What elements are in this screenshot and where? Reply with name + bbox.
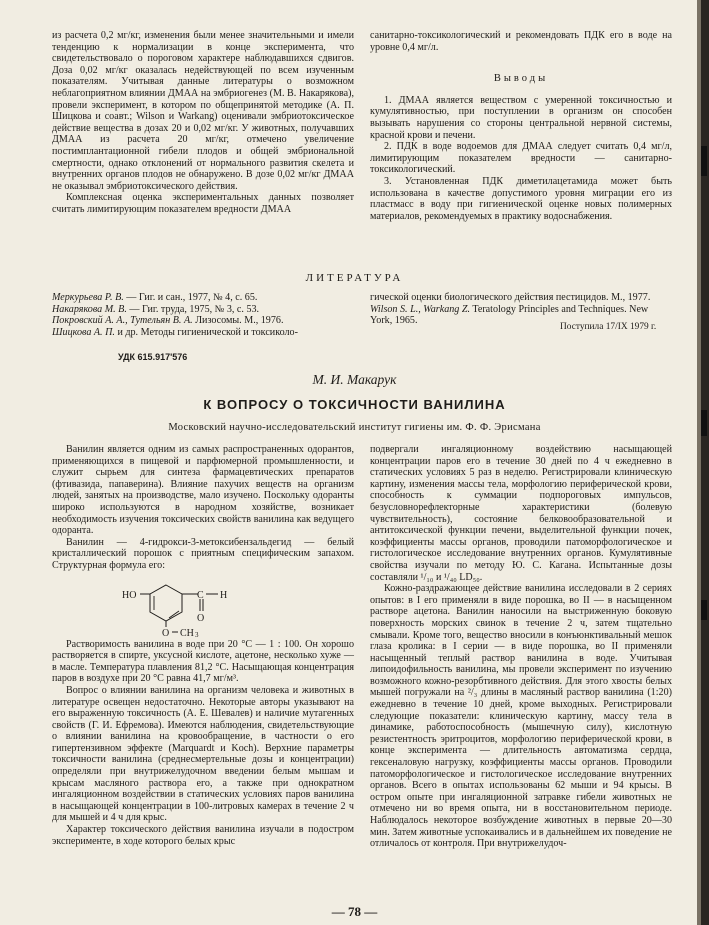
reference [52, 292, 354, 304]
ho-label: HO [122, 589, 137, 601]
methyl-label: CH [180, 627, 194, 637]
methyl-subscript: 3 [195, 630, 199, 637]
conclusions-heading: Выводы [493, 73, 549, 85]
paragraph: Кожно-раздражающее действие ванилина исследовали в 2 сериях опытов: в I его применяли в виде порошка, во II — в насыщенном растворе ацетона. Ванилин наносили на выстриженную боковую поверхность морских свинок в течение 2 ч, затем тщательно смывали. Кроме того, вещество вносили в конъюнктивальный мешок глаза кролика: в I серии — в виде порошка, во II применяли насыщенный теплый раствор ванилина в воде. Учитывая липоидофильность ванилина, мы провели эксперимент по изучению возможного кожно-резорбтивного действия. Для этого хвосты белых мышей погружали на ²/₃ длины в масляный раствор ванилина (1:20) ежедневно в течение 10 дней, кроме выходных. Регистрировали следующие показатели: клиническую картину, массу тела в динамике, работоспособность (мышечную силу), кислотную резистентность эритроцитов, морфологию периферической крови, в конце эксперимента — длительность автоматизма сердца, гексеналовую нагрузку, коэффициенты массы органов. Проводили патоморфологическое и гистологическое исследование внутренних органов. Всего в опытах использованы 62 мыши и 94 крысы. В остром опыте при ингаляционной затравке гибели животных не отмечено ни во время опыта, ни в восстановительном периоде. Наблюдалось некоторое возбуждение животных в первые 20—30 мин. Затем животные успокаивались и в дальнейшем их поведение не отличалось от контроля. При внутрижелудоч- [370, 583, 672, 850]
references-left [52, 292, 354, 338]
top-left-column [52, 30, 354, 216]
reference [52, 304, 354, 316]
page-edge [701, 0, 709, 925]
conclusion-item: 2. ПДК в воде водоемов для ДМАА следует считать 0,4 мг/л, лимитирующим показателем вредности — санитарно-токсикологический. [370, 141, 672, 176]
reference-text: — Гиг. и сан., 1977, № 4, с. 65. [123, 292, 258, 303]
reference-text: и др. Методы гигиенической и токсиколо- [114, 326, 298, 338]
top-right-column [370, 30, 672, 222]
paragraph: Ванилин является одним из самых распространенных одорантов, применяющихся в пищевой и парфюмерной промышленности, и служит сырьем для синтеза фармацевтических препаратов (фтивазида, папаверина). Влияние пахучих веществ на организм людей, занятых на производстве, мало изучено. Поскольку одоранты широко используются в народном хозяйстве, возникает необходимость изучения токсических свойств ванилина как ведущего одоранта. [52, 444, 354, 537]
hydrogen-label: H [220, 589, 228, 601]
paragraph: санитарно-токсикологический и рекомендовать ПДК его в воде на уровне 0,4 мг/л. [370, 30, 672, 53]
reference [370, 292, 672, 304]
reference-author: Wilson S. L., Warkang Z. [370, 303, 471, 315]
reference-author: Накарякова М. В. [52, 303, 127, 315]
received-date: Поступила 17/IX 1979 г. [560, 322, 657, 332]
reference-text: Лизосомы. М., 1976. [192, 315, 284, 327]
carbon-label: C [197, 589, 204, 601]
article-right-column [370, 444, 672, 850]
article-title: К ВОПРОСУ О ТОКСИЧНОСТИ ВАНИЛИНА [203, 397, 506, 412]
paragraph: Вопрос о влиянии ванилина на организм человека и животных в литературе освещен недостаточно. Некоторые авторы указывают на его выраженную токсичность (А. Е. Шевалев) и наличие мутагенных свойств (Г. И. Ефремова). Имеются наблюдения, свидетельствующие о влиянии ванилина на кровообращение, в частности о его гипертензивном эффекте (Marquardt и Koch). Верхние параметры токсичности ванилина (среднесмертельные дозы и концентрации) определяли при внутрижелудочном введении белым мышам и крысам масляного раствора его, а также при однократном ингаляционном воздействии в статических условиях паров ванилина в насыщающей концентрации в 100-литровых камерах в течение 2 ч для мышей и 4 ч для крыс. [52, 684, 354, 824]
margin-mark [701, 410, 707, 436]
reference-text: Teratology Principles and Techniques. New York, 1965. [370, 303, 649, 327]
reference [52, 315, 354, 327]
paragraph: Растворимость ванилина в воде при 20 °С — 1 : 100. Он хорошо растворяется в спирте, уксусной кислоте, ацетоне, несколько хуже — в масле. Температура плавления 81,2 °С. Насыщающая концентрация паров в воздухе при 20 °С равна 41,7 мг/м³. [52, 638, 354, 685]
margin-mark [701, 146, 707, 176]
reference-author: Шицкова А. П. [52, 326, 115, 338]
reference-text: — Гиг. труда, 1975, № 3, с. 53. [126, 303, 260, 315]
reference-text: гической оценки биологического действия пестицидов. М., 1977. [370, 292, 651, 303]
article-author: М. И. Макарук [312, 372, 397, 387]
udc-code: УДК 615.917'576 [118, 352, 188, 362]
reference [52, 327, 354, 339]
structural-formula [52, 575, 354, 637]
literature-heading: ЛИТЕРАТУРА [305, 272, 404, 284]
reference-author: Меркурьева Р. В. [52, 292, 124, 303]
article-left-column [52, 444, 354, 847]
page-number: — 78 — [331, 904, 378, 919]
reference-author: Покровский А. А., Тутельян В. А. [52, 315, 193, 327]
paragraph: Характер токсического действия ванилина изучали в подостром эксперименте, в ходе которого белых крыс [52, 824, 354, 847]
conclusion-item: 1. ДМАА является веществом с умеренной токсичностью и кумулятивностью, при поступлении в организм он способен вызывать нарушения со стороны центральной нервной системы, красной крови и печени. [370, 94, 672, 141]
paragraph: подвергали ингаляционному воздействию насыщающей концентрации паров его в течение 30 дней по 4 ч ежедневно в статических условиях 5 раз в неделю. Регистрировали клиническую картину, изменения массы тела, морфологию периферической крови, способность к суммации подпороговых импульсов, безусловнорефлекторные характеристики (болевую чувствительность), состояние белковообразовательной и антитоксической функции печени, выделительной функции почек, коэффициенты массы органов, проводили патоморфологическое и гистологическое исследование внутренних органов. Кумулятивные свойства изучали по методу Ю. С. Кагана. Испытанные дозы составляли ¹/₁₀ и ¹/₄₀ LD₅₀. [370, 444, 672, 583]
margin-mark [701, 600, 707, 620]
paragraph: из расчета 0,2 мг/кг, изменения были менее значительными и имели тенденцию к нормализации в конце эксперимента, что свидетельствовало о пороговом характере наблюдавшихся сдвигов. Доза 0,02 мг/кг оказалась недействующей по всем изученным показателям. Учитывая данные литературы о возможном неблагоприятном влиянии ДМАА на эмбриогенез (М. В. Накарякова), провели эксперимент, в котором по общепринятой методике (А. П. Шицкова и соавт.; Wilson и Warkang) оценивали эмбриотоксическое действие вещества в дозах 20 и 0,02 мг/кг. У животных, получавших ДМАА из расчета 20 мг/кг, отмечено увеличение постимплантационной гибели плодов и общей эмбриональной смертности, однако отклонений от нормального развития скелета и внутренних органов плодов не обнаружено. В дозе 0,02 мг/кг ДМАА не оказывал эмбриотоксического действия. [52, 30, 354, 192]
methoxy-oxygen-label: O [162, 627, 170, 637]
institute-affiliation: Московский научно-исследовательский институт гигиены им. Ф. Ф. Эрисмана [168, 422, 541, 433]
vanillin-structure [122, 575, 262, 637]
conclusion-item: 3. Установленная ПДК диметилацетамида может быть использована в качестве допустимого уровня миграции его из пластмасс в воду при гигиенической оценке новых полимерных материалов, рекомендуемых в практику водоснабжения. [370, 175, 672, 222]
carbonyl-oxygen-label: O [197, 612, 205, 624]
paragraph: Ванилин — 4-гидрокси-3-метоксибензальдегид — белый кристаллический порошок с приятным специфическим запахом. Структурная формула его: [52, 536, 354, 571]
paragraph: Комплексная оценка экспериментальных данных позволяет считать лимитирующим показателем вредности ДМАА [52, 192, 354, 215]
